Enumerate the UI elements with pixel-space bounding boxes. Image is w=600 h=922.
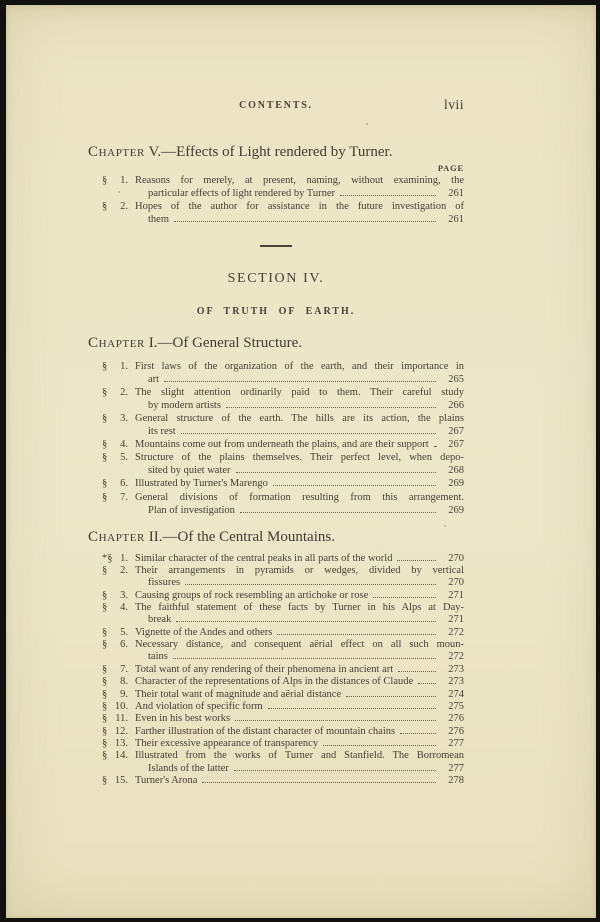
entry-text: Total want of any rendering of their phenomena in ancient art bbox=[135, 663, 394, 675]
running-title: CONTENTS. bbox=[239, 100, 313, 111]
section-mark: *§ bbox=[102, 552, 113, 564]
entry-page-number: 266 bbox=[448, 399, 464, 411]
page-column-label: PAGE bbox=[437, 163, 464, 173]
dot-leader bbox=[268, 707, 436, 709]
section-mark: § bbox=[102, 639, 108, 651]
toc-content bbox=[88, 5, 464, 787]
dot-leader bbox=[277, 633, 436, 635]
entry-number: 15. bbox=[114, 774, 128, 786]
entry-page-number: 278 bbox=[448, 774, 464, 786]
toc-line bbox=[88, 614, 464, 626]
toc-line bbox=[88, 201, 464, 214]
chapter-i-heading bbox=[88, 334, 464, 352]
dot-leader bbox=[323, 744, 436, 746]
toc-line bbox=[88, 713, 464, 725]
entry-number: 3. bbox=[120, 589, 128, 601]
section-mark: § bbox=[102, 626, 108, 638]
toc-line bbox=[88, 426, 464, 439]
entry-number: 9. bbox=[120, 688, 128, 700]
toc-line bbox=[88, 726, 464, 738]
entry-page-number: 274 bbox=[448, 688, 464, 700]
section-mark: § bbox=[102, 452, 108, 464]
section-mark: § bbox=[102, 589, 108, 601]
dot-leader bbox=[226, 406, 436, 408]
entry-number: 6. bbox=[120, 639, 128, 651]
entry-text: General divisions of formation resulting from this arrangement. bbox=[135, 491, 464, 503]
entry-text: Even in his best works bbox=[135, 713, 231, 725]
book-page-paper bbox=[6, 5, 596, 918]
entry-text: Vignette of the Andes and others bbox=[135, 626, 273, 638]
entry-text: break bbox=[148, 614, 172, 626]
entry-text: particular effects of light rendered by Turner bbox=[148, 188, 335, 199]
entry-text: sited by quiet water bbox=[148, 465, 231, 477]
section-title: SECTION IV. bbox=[227, 270, 325, 286]
section-mark: § bbox=[102, 688, 108, 700]
chapter-ii-entries bbox=[88, 553, 464, 788]
toc-line bbox=[88, 565, 464, 577]
section-mark: § bbox=[102, 201, 108, 212]
entry-text: Character of the representations of Alps in the distances of Claude bbox=[135, 676, 414, 688]
toc-line bbox=[88, 590, 464, 602]
toc-line bbox=[88, 750, 464, 762]
section-mark: § bbox=[102, 713, 108, 725]
toc-line bbox=[88, 214, 464, 227]
dot-leader bbox=[235, 719, 436, 721]
entry-text: Causing groups of rock resembling an artichoke or rose bbox=[135, 589, 369, 601]
dot-leader bbox=[202, 781, 436, 783]
toc-line bbox=[88, 413, 464, 426]
entry-page-number: 270 bbox=[448, 577, 464, 589]
section-mark: § bbox=[102, 386, 108, 398]
entry-text: Their arrangements in pyramids or wedges, divided by vertical bbox=[135, 565, 464, 577]
entry-text: Turner's Arona bbox=[135, 774, 198, 786]
toc-line bbox=[88, 188, 464, 201]
toc-line bbox=[88, 701, 464, 713]
entry-number: 4. bbox=[120, 602, 128, 614]
entry-text: its rest bbox=[148, 426, 176, 438]
section-mark: § bbox=[102, 412, 108, 424]
dot-leader bbox=[398, 670, 436, 672]
dot-leader bbox=[418, 682, 436, 684]
entry-page-number: 272 bbox=[448, 626, 464, 638]
dot-leader bbox=[234, 769, 436, 771]
entry-text: Islands of the latter bbox=[148, 762, 229, 774]
chapter-word: Chapter bbox=[88, 528, 145, 545]
chapter-ii-heading bbox=[88, 528, 464, 546]
chapter-word: Chapter bbox=[88, 144, 145, 160]
entry-text: Hopes of the author for assistance in the future investigation of bbox=[135, 201, 464, 212]
entry-number: 14. bbox=[114, 750, 128, 762]
entry-text: Necessary distance, and consequent aërial effect on all such moun- bbox=[135, 639, 464, 651]
entry-number: 11. bbox=[115, 713, 128, 725]
toc-line bbox=[88, 439, 464, 452]
chapter-title: V.—Effects of Light rendered by Turner. bbox=[145, 144, 393, 160]
dot-leader bbox=[400, 732, 436, 734]
entry-page-number: 268 bbox=[448, 465, 464, 477]
entry-number: 7. bbox=[120, 663, 128, 675]
chapter-i-entries bbox=[88, 361, 464, 518]
entry-page-number: 267 bbox=[448, 439, 464, 451]
entry-page-number: 261 bbox=[448, 188, 464, 199]
section-mark: § bbox=[102, 360, 108, 372]
entry-page-number: 265 bbox=[448, 373, 464, 385]
entry-number: 2. bbox=[120, 201, 128, 212]
entry-number: 7. bbox=[120, 491, 128, 503]
entry-page-number: 271 bbox=[448, 614, 464, 626]
entry-number: 6. bbox=[120, 478, 128, 490]
entry-text: Their total want of magnitude and aërial distance bbox=[135, 688, 342, 700]
dot-leader bbox=[185, 583, 436, 585]
section-mark: § bbox=[102, 175, 108, 186]
entry-page-number: 272 bbox=[448, 651, 464, 663]
section-mark: § bbox=[102, 478, 108, 490]
entry-text: Farther illustration of the distant character of mountain chains bbox=[135, 725, 396, 737]
entry-text: General structure of the earth. The hills are its action, the plains bbox=[135, 412, 464, 424]
entry-text: First laws of the organization of the earth, and their importance in bbox=[135, 360, 464, 372]
chapter-word: Chapter bbox=[88, 334, 145, 351]
toc-line bbox=[88, 689, 464, 701]
section-subtitle: OF TRUTH OF EARTH. bbox=[196, 305, 356, 317]
entry-text: art bbox=[148, 373, 160, 385]
dot-leader bbox=[340, 194, 436, 196]
section-mark: § bbox=[102, 439, 108, 451]
section-mark: § bbox=[102, 725, 108, 737]
dot-leader bbox=[173, 657, 436, 659]
toc-line bbox=[88, 738, 464, 750]
toc-line bbox=[88, 664, 464, 676]
entry-text: Their excessive appearance of transparency bbox=[135, 737, 319, 749]
entry-text: by modern artists bbox=[148, 399, 221, 411]
toc-line bbox=[88, 400, 464, 413]
entry-text: Reasons for merely, at present, naming, without examining, the bbox=[135, 175, 464, 186]
toc-line bbox=[88, 452, 464, 465]
entry-number: 5. bbox=[120, 626, 128, 638]
toc-line bbox=[88, 639, 464, 651]
chapter-v-heading bbox=[88, 143, 464, 161]
entry-page-number: 275 bbox=[448, 700, 464, 712]
toc-line bbox=[88, 553, 464, 565]
entry-number: 1. bbox=[120, 552, 128, 564]
entry-page-number: 273 bbox=[448, 676, 464, 688]
entry-text: Mountains come out from underneath the plains, and are their support bbox=[135, 439, 429, 451]
entry-page-number: 277 bbox=[448, 737, 464, 749]
entry-page-number: 261 bbox=[448, 214, 464, 225]
toc-line bbox=[88, 374, 464, 387]
entry-text: tains bbox=[148, 651, 168, 663]
entry-page-number: 270 bbox=[448, 552, 464, 564]
entry-page-number: 276 bbox=[448, 725, 464, 737]
section-mark: § bbox=[102, 663, 108, 675]
entry-number: 2. bbox=[120, 386, 128, 398]
section-mark: § bbox=[102, 774, 108, 786]
dot-leader bbox=[236, 471, 436, 473]
section-mark: § bbox=[102, 737, 108, 749]
toc-line bbox=[88, 627, 464, 639]
toc-line bbox=[88, 492, 464, 505]
section-mark: § bbox=[102, 676, 108, 688]
dot-leader bbox=[346, 695, 436, 697]
section-mark: § bbox=[102, 700, 108, 712]
toc-line bbox=[88, 505, 464, 518]
dot-leader bbox=[164, 380, 436, 382]
dot-leader bbox=[373, 596, 436, 598]
entry-text: fissures bbox=[148, 577, 181, 589]
toc-line bbox=[88, 465, 464, 478]
dot-leader bbox=[240, 511, 436, 513]
toc-line bbox=[88, 175, 464, 188]
dot-leader bbox=[434, 445, 436, 447]
toc-line bbox=[88, 577, 464, 589]
chapter-v-entries bbox=[88, 175, 464, 227]
entry-number: 8. bbox=[120, 676, 128, 688]
entry-page-number: 269 bbox=[448, 478, 464, 490]
entry-number: 2. bbox=[120, 565, 128, 577]
section-mark: § bbox=[102, 565, 108, 577]
entry-number: 1. bbox=[120, 360, 128, 372]
section-divider-rule bbox=[260, 245, 292, 247]
entry-page-number: 267 bbox=[448, 426, 464, 438]
entry-number: 10. bbox=[114, 700, 128, 712]
section-mark: § bbox=[102, 602, 108, 614]
toc-line bbox=[88, 775, 464, 787]
entry-number: 3. bbox=[120, 412, 128, 424]
entry-number: 1. bbox=[120, 175, 128, 186]
entry-page-number: 276 bbox=[448, 713, 464, 725]
entry-page-number: 269 bbox=[448, 504, 464, 516]
page-header bbox=[88, 97, 464, 115]
entry-text: them bbox=[148, 214, 169, 225]
section-mark: § bbox=[102, 491, 108, 503]
toc-line bbox=[88, 387, 464, 400]
toc-line bbox=[88, 602, 464, 614]
entry-page-number: 271 bbox=[448, 589, 464, 601]
dot-leader bbox=[181, 432, 436, 434]
dot-leader bbox=[397, 559, 436, 561]
folio-page-number: lvii bbox=[443, 97, 464, 112]
entry-text: The faithful statement of these facts by Turner in his Alps at Day- bbox=[135, 602, 464, 614]
dot-leader bbox=[174, 220, 436, 222]
entry-page-number: 273 bbox=[448, 663, 464, 675]
dot-leader bbox=[273, 484, 436, 486]
entry-text: Illustrated by Turner's Marengo bbox=[135, 478, 268, 490]
toc-line bbox=[88, 651, 464, 663]
section-mark: § bbox=[102, 750, 108, 762]
entry-number: 4. bbox=[120, 439, 128, 451]
toc-line bbox=[88, 361, 464, 374]
entry-text: And violation of specific form bbox=[135, 700, 263, 712]
entry-text: Illustrated from the works of Turner and Stanfield. The Borromean bbox=[135, 750, 464, 762]
entry-page-number: 277 bbox=[448, 762, 464, 774]
dot-leader bbox=[176, 620, 436, 622]
entry-text: The slight attention ordinarily paid to them. Their careful study bbox=[135, 386, 464, 398]
toc-line bbox=[88, 763, 464, 775]
entry-number: 13. bbox=[114, 737, 128, 749]
toc-line bbox=[88, 676, 464, 688]
entry-number: 5. bbox=[120, 452, 128, 464]
chapter-title: I.—Of General Structure. bbox=[145, 334, 303, 351]
entry-text: Similar character of the central peaks in all parts of the world bbox=[135, 552, 393, 564]
chapter-title: II.—Of the Central Mountains. bbox=[145, 528, 335, 545]
entry-number: 12. bbox=[114, 725, 128, 737]
toc-line bbox=[88, 478, 464, 491]
entry-text: Structure of the plains themselves. Their perfect level, when depo- bbox=[135, 452, 464, 464]
entry-text: Plan of investigation bbox=[148, 504, 235, 516]
